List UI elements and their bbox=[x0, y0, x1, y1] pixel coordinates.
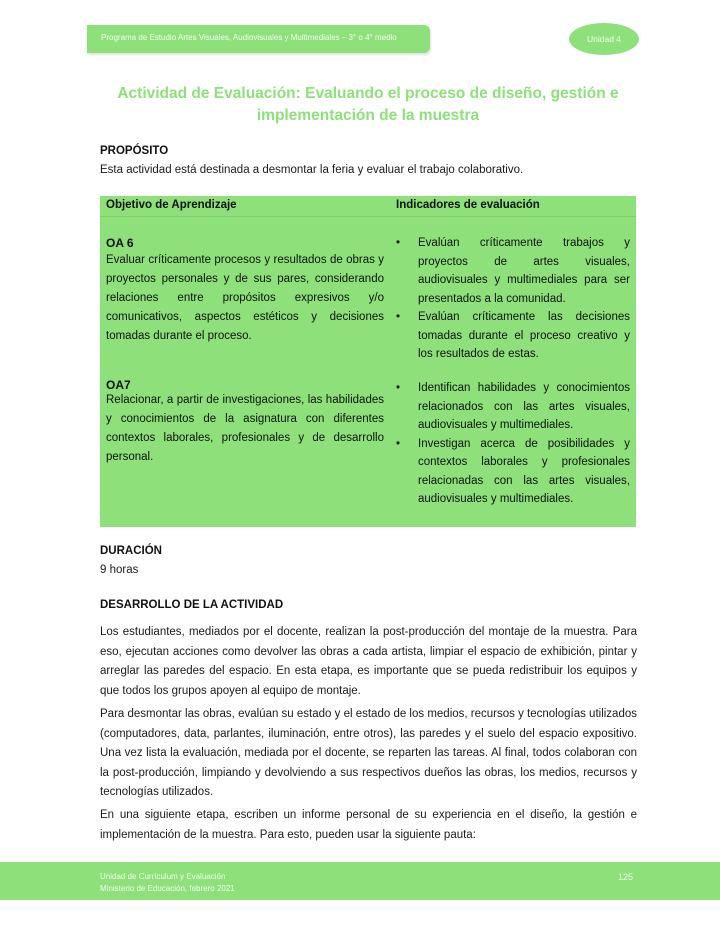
oa7-code: OA7 bbox=[106, 378, 131, 392]
duracion-text: 9 horas bbox=[100, 564, 139, 576]
indicator-item: • Investigan acerca de posibilidades y contextos laborales y profesionales relacionadas con las artes visuales, audiovisuales y multimediales. bbox=[396, 435, 630, 509]
oa6-code: OA 6 bbox=[106, 236, 134, 250]
indicator-item: • Evalúan críticamente trabajos y proyectos de artes visuales, audiovisuales y multimediales para ser presentados a la comunidad. bbox=[396, 234, 630, 308]
objectives-table bbox=[100, 196, 636, 527]
table-header-indicadores: Indicadores de evaluación bbox=[396, 199, 540, 211]
oa6-indicators bbox=[396, 234, 630, 364]
unit-label: Unidad 4 bbox=[586, 34, 622, 44]
desarrollo-paragraph-1: Los estudiantes, mediados por el docente, realizan la post-producción del montaje de la muestra. Para eso, ejecutan acciones como devolver las obras a cada artista, limpiar el espacio de exhibición, pintar y arreglar las paredes del espacio. En esta etapa, es importante que se pueda redistribuir los equipos y que todos los grupos apoyen al equipo de montaje. bbox=[100, 626, 637, 697]
footer-unit: Unidad de Currículum y Evaluación bbox=[100, 872, 226, 881]
proposito-heading: PROPÓSITO bbox=[100, 145, 169, 157]
page-title: Actividad de Evaluación: Evaluando el proceso de diseño, gestión e implementación de la muestra bbox=[117, 85, 619, 124]
oa6-description: Evaluar críticamente procesos y resultados de obras y proyectos personales y de sus pares, considerando relaciones entre propósitos expresivos y/o comunicativos, aspectos estéticos y decisiones tomadas durante el proceso. bbox=[106, 254, 384, 342]
desarrollo-paragraph-2: Para desmontar las obras, evalúan su estado y el estado de los medios, recursos y tecnologías utilizados (computadores, data, parlantes, iluminación, entre otros), las paredes y el suelo del espacio expositivo. Una vez lista la evaluación, mediada por el docente, se reparten las tareas. Al final, todos colaboran con la post-producción, limpiando y devolviendo a sus respectivos dueños las obras, los medios, recursos y tecnologías utilizados. bbox=[100, 708, 637, 798]
header-divider bbox=[100, 216, 636, 217]
unit-badge bbox=[569, 23, 639, 55]
program-header-bar bbox=[87, 25, 430, 53]
oa7-indicators bbox=[396, 379, 630, 509]
program-title: Programa de Estudio Artes Visuales, Audiovisuales y Multimediales – 3° o 4° medio bbox=[101, 33, 397, 42]
footer-ministry: Ministerio de Educación, febrero 2021 bbox=[100, 884, 235, 893]
oa7-description: Relacionar, a partir de investigaciones, las habilidades y conocimientos de la asignatura con diferentes contextos laborales, profesionales y de desarrollo personal. bbox=[106, 394, 384, 463]
footer-bar bbox=[0, 862, 720, 900]
bullet-icon: • bbox=[396, 437, 401, 450]
proposito-text: Esta actividad está destinada a desmontar la feria y evaluar el trabajo colaborativo. bbox=[100, 164, 524, 176]
desarrollo-paragraph-3: En una siguiente etapa, escriben un informe personal de su experiencia en el diseño, la gestión e implementación de la muestra. Para esto, pueden usar la siguiente pauta: bbox=[100, 809, 637, 841]
bullet-icon: • bbox=[396, 382, 401, 394]
indicator-item: • Evalúan críticamente las decisiones tomadas durante el proceso creativo y los resultados de estas. bbox=[396, 308, 630, 364]
desarrollo-heading: DESARROLLO DE LA ACTIVIDAD bbox=[100, 599, 284, 611]
indicator-item: • Identifican habilidades y conocimientos relacionados con las artes visuales, audiovisuales y multimediales. bbox=[396, 379, 630, 435]
bullet-icon: • bbox=[396, 311, 401, 323]
bullet-icon: • bbox=[396, 237, 401, 249]
table-header-objetivo: Objetivo de Aprendizaje bbox=[106, 199, 237, 211]
page-number: 125 bbox=[618, 872, 634, 882]
duracion-heading: DURACIÓN bbox=[100, 545, 162, 557]
